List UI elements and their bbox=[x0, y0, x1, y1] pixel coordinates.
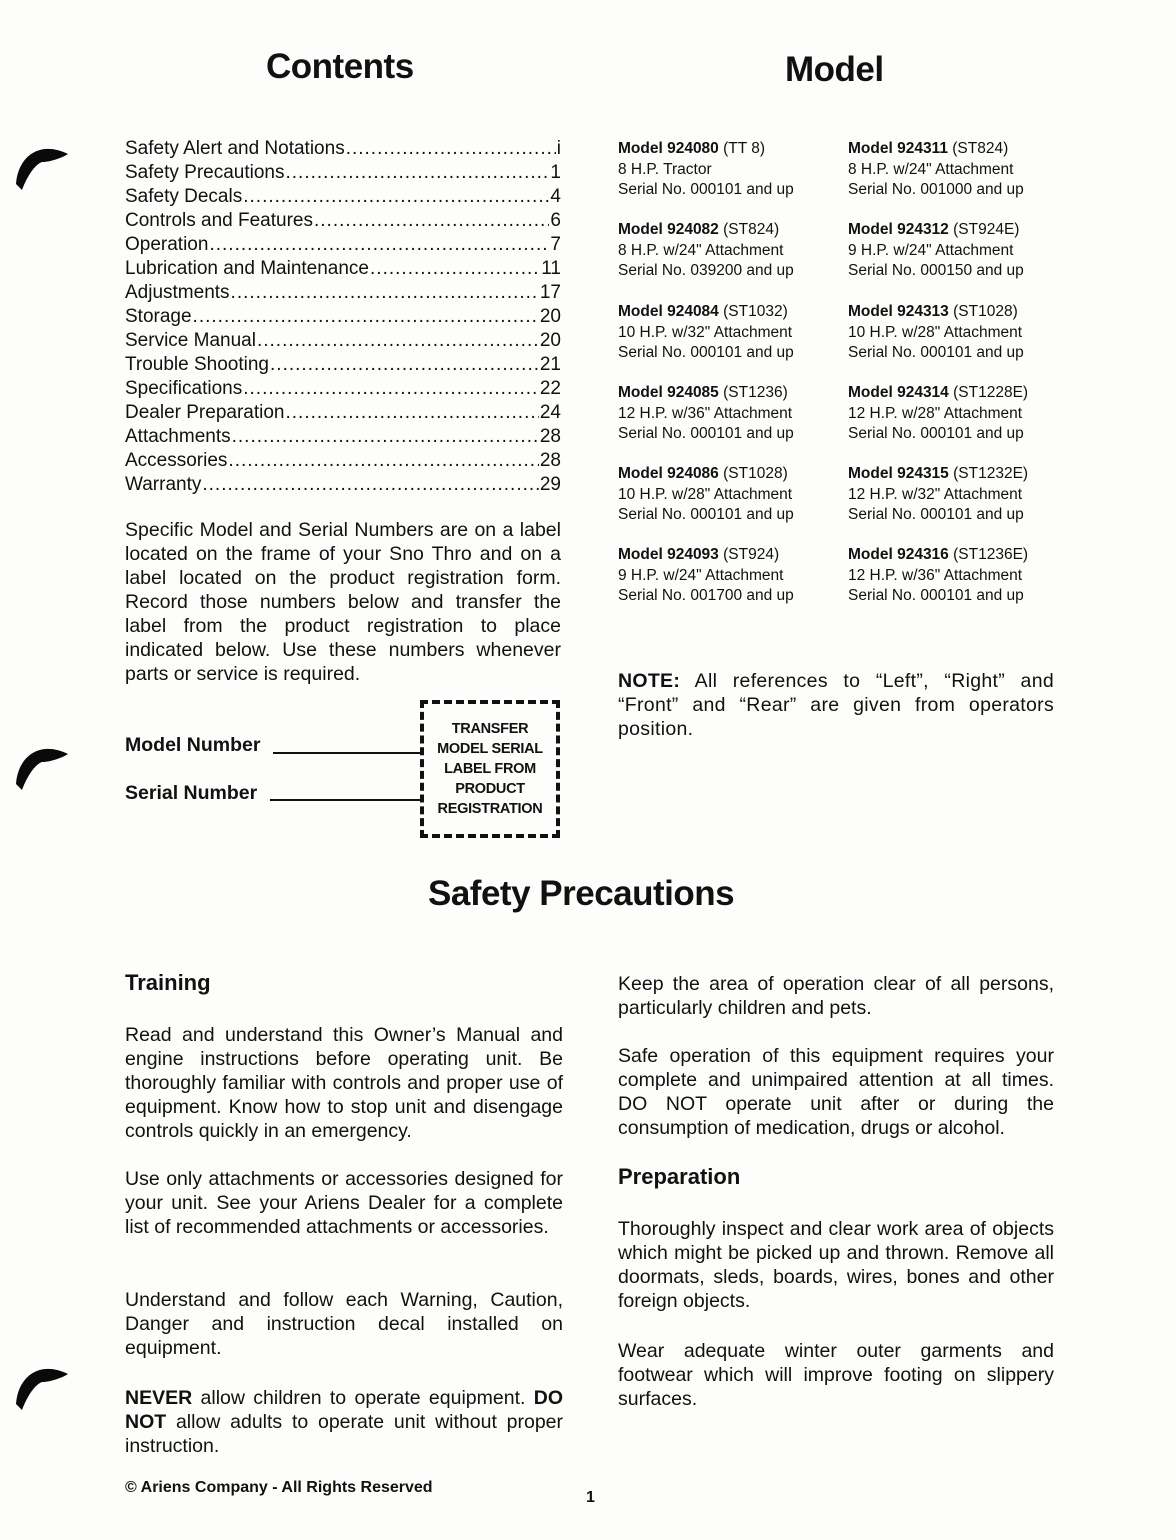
model-number-label: Model Number bbox=[125, 734, 261, 756]
right-paragraph-2: Safe operation of this equipment requires your complete and unimpaired attention at all times. DO NOT operate unit after or during the consumption of medication, drugs or alcohol. bbox=[618, 1045, 1054, 1139]
toc-leader-dots bbox=[285, 401, 538, 425]
model-description: 12 H.P. w/28" Attachment bbox=[848, 404, 1023, 422]
model-code: (ST924) bbox=[723, 546, 780, 563]
model-serial: Serial No. 001700 and up bbox=[618, 587, 794, 604]
model-title bbox=[848, 302, 1068, 323]
toc-entry-label: Warranty bbox=[125, 474, 202, 495]
toc-entry-page: 28 bbox=[539, 426, 561, 447]
toc-entry-page: i bbox=[556, 138, 561, 159]
toc-entry-label: Accessories bbox=[125, 450, 228, 471]
toc-entry-page: 1 bbox=[550, 162, 561, 183]
toc-entry-label: Safety Decals bbox=[125, 186, 243, 207]
model-serial: Serial No. 039200 and up bbox=[618, 262, 794, 279]
model-title bbox=[618, 383, 838, 404]
toc-leader-dots bbox=[231, 281, 539, 305]
toc-leader-dots bbox=[285, 161, 549, 185]
toc-entry bbox=[125, 233, 561, 257]
toc-entry bbox=[125, 137, 561, 161]
table-of-contents bbox=[125, 137, 561, 497]
model-serial: Serial No. 000101 and up bbox=[618, 506, 794, 523]
toc-leader-dots bbox=[232, 425, 539, 449]
never-emphasis: NEVER bbox=[125, 1387, 193, 1409]
model-code: (ST1032) bbox=[723, 303, 788, 320]
page-number: 1 bbox=[586, 1489, 595, 1506]
toc-entry-label: Safety Alert and Notations bbox=[125, 138, 345, 159]
toc-entry-page: 4 bbox=[550, 186, 561, 207]
model-description: 10 H.P. w/32" Attachment bbox=[618, 323, 793, 341]
model-description: 12 H.P. w/32" Attachment bbox=[848, 485, 1023, 503]
training-paragraph-3: Understand and follow each Warning, Caution, Danger and instruction decal installed on equipment. bbox=[125, 1289, 563, 1359]
toc-entry bbox=[125, 377, 561, 401]
toc-entry-page: 28 bbox=[539, 450, 561, 471]
model-title bbox=[618, 464, 838, 485]
model-code: (ST924E) bbox=[953, 221, 1020, 238]
model-code: (ST824) bbox=[952, 140, 1009, 157]
model-entry bbox=[848, 464, 1068, 526]
model-description: 8 H.P. w/24" Attachment bbox=[618, 241, 784, 259]
model-serial: Serial No. 000150 and up bbox=[848, 262, 1024, 279]
toc-entry-label: Safety Precautions bbox=[125, 162, 285, 183]
toc-entry bbox=[125, 401, 561, 425]
toc-entry-page: 20 bbox=[539, 330, 561, 351]
model-entry bbox=[848, 220, 1068, 282]
model-entry bbox=[618, 139, 838, 201]
model-title bbox=[618, 545, 838, 566]
model-entry bbox=[848, 383, 1068, 445]
training-paragraph-1: Read and understand this Owner’s Manual and engine instructions before operating unit. Be thoroughly familiar with controls and proper use of equipment. Know how to stop unit and disengage controls quickly in an emergency. bbox=[125, 1024, 563, 1142]
training-p4-text: allow children to operate equipment. bbox=[192, 1387, 534, 1409]
model-entry bbox=[848, 302, 1068, 364]
toc-entry-page: 17 bbox=[539, 282, 561, 303]
model-entry bbox=[848, 139, 1068, 201]
toc-entry-label: Operation bbox=[125, 234, 209, 255]
toc-entry bbox=[125, 305, 561, 329]
toc-entry bbox=[125, 161, 561, 185]
model-title bbox=[848, 383, 1068, 404]
toc-leader-dots bbox=[193, 305, 539, 329]
toc-leader-dots bbox=[257, 329, 539, 353]
model-serial: Serial No. 001000 and up bbox=[848, 181, 1024, 198]
model-number: Model 924086 bbox=[618, 465, 719, 482]
serial-number-label: Serial Number bbox=[125, 782, 258, 804]
toc-leader-dots bbox=[228, 449, 538, 473]
toc-entry-page: 11 bbox=[541, 258, 561, 279]
serial-number-note: Specific Model and Serial Numbers are on a label located on the frame of your Sno Thro and on a label located on the product registration form. Record those numbers below and transfer the label from the product registration to place indicated below. Use these numbers whenever parts or service is required. bbox=[125, 519, 561, 685]
toc-entry-page: 29 bbox=[539, 474, 561, 495]
toc-entry bbox=[125, 425, 561, 449]
model-title bbox=[618, 139, 838, 160]
toc-entry bbox=[125, 449, 561, 473]
transfer-box-line: MODEL SERIAL bbox=[437, 741, 543, 757]
copyright-notice: © Ariens Company - All Rights Reserved bbox=[125, 1479, 433, 1496]
toc-leader-dots bbox=[314, 209, 549, 233]
model-description: 9 H.P. w/24" Attachment bbox=[618, 566, 784, 584]
training-paragraph-4 bbox=[125, 1386, 563, 1458]
toc-entry-label: Adjustments bbox=[125, 282, 230, 303]
model-number-line bbox=[273, 752, 423, 754]
toc-entry-label: Specifications bbox=[125, 378, 243, 399]
toc-leader-dots bbox=[209, 233, 549, 257]
model-code: (ST1236) bbox=[723, 384, 788, 401]
toc-entry bbox=[125, 353, 561, 377]
model-number: Model 924313 bbox=[848, 303, 949, 320]
transfer-box-line: PRODUCT bbox=[455, 781, 525, 797]
toc-entry-page: 22 bbox=[539, 378, 561, 399]
model-title bbox=[848, 139, 1068, 160]
toc-leader-dots bbox=[243, 377, 539, 401]
right-paragraph-1: Keep the area of operation clear of all persons, particularly children and pets. bbox=[618, 973, 1054, 1019]
model-number: Model 924084 bbox=[618, 303, 719, 320]
toc-entry-page: 6 bbox=[550, 210, 561, 231]
preparation-paragraph-2: Wear adequate winter outer garments and footwear which will improve footing on slippery surfaces. bbox=[618, 1340, 1054, 1410]
model-code: (ST1028) bbox=[723, 465, 788, 482]
toc-entry-page: 21 bbox=[539, 354, 561, 375]
transfer-box-line: LABEL FROM bbox=[444, 761, 536, 777]
training-heading: Training bbox=[125, 970, 211, 995]
toc-entry bbox=[125, 473, 561, 497]
toc-entry-page: 20 bbox=[539, 306, 561, 327]
preparation-heading: Preparation bbox=[618, 1164, 741, 1189]
model-description: 10 H.P. w/28" Attachment bbox=[848, 323, 1023, 341]
model-serial: Serial No. 000101 and up bbox=[618, 344, 794, 361]
model-title bbox=[618, 302, 838, 323]
model-entry bbox=[618, 383, 838, 445]
model-code: (ST1028) bbox=[953, 303, 1018, 320]
model-code: (ST824) bbox=[723, 221, 780, 238]
model-description: 10 H.P. w/28" Attachment bbox=[618, 485, 793, 503]
toc-entry-label: Attachments bbox=[125, 426, 231, 447]
model-entry bbox=[618, 220, 838, 282]
model-description: 12 H.P. w/36" Attachment bbox=[848, 566, 1023, 584]
toc-leader-dots bbox=[243, 185, 549, 209]
toc-entry-label: Dealer Preparation bbox=[125, 402, 285, 423]
punch-hole-top bbox=[12, 132, 70, 190]
model-title bbox=[848, 464, 1068, 485]
model-entry bbox=[618, 464, 838, 526]
model-number: Model 924315 bbox=[848, 465, 949, 482]
punch-hole-middle bbox=[12, 732, 70, 790]
contents-heading: Contents bbox=[266, 47, 414, 86]
punch-hole-bottom bbox=[12, 1352, 70, 1410]
model-serial: Serial No. 000101 and up bbox=[848, 587, 1024, 604]
model-number: Model 924085 bbox=[618, 384, 719, 401]
model-title bbox=[848, 220, 1068, 241]
model-heading: Model bbox=[785, 50, 884, 89]
model-title bbox=[618, 220, 838, 241]
toc-leader-dots bbox=[346, 137, 556, 161]
toc-entry bbox=[125, 281, 561, 305]
transfer-box-line: TRANSFER bbox=[451, 721, 529, 737]
model-number: Model 924312 bbox=[848, 221, 949, 238]
toc-entry-page: 24 bbox=[539, 402, 561, 423]
toc-entry-label: Trouble Shooting bbox=[125, 354, 270, 375]
orientation-note bbox=[618, 669, 1054, 741]
toc-entry-label: Controls and Features bbox=[125, 210, 313, 231]
model-number: Model 924314 bbox=[848, 384, 949, 401]
toc-entry bbox=[125, 209, 561, 233]
toc-entry bbox=[125, 329, 561, 353]
toc-entry-label: Service Manual bbox=[125, 330, 256, 351]
toc-leader-dots bbox=[270, 353, 539, 377]
model-code: (TT 8) bbox=[723, 140, 766, 157]
model-description: 8 H.P. Tractor bbox=[618, 160, 712, 178]
transfer-box-line: REGISTRATION bbox=[437, 801, 543, 817]
toc-entry-page: 7 bbox=[550, 234, 561, 255]
toc-entry-label: Lubrication and Maintenance bbox=[125, 258, 370, 279]
toc-entry bbox=[125, 185, 561, 209]
model-number: Model 924082 bbox=[618, 221, 719, 238]
toc-entry-label: Storage bbox=[125, 306, 192, 327]
model-number: Model 924316 bbox=[848, 546, 949, 563]
note-text: All references to “Left”, “Right” and “Front” and “Rear” are given from operators position. bbox=[618, 670, 1054, 740]
training-p4-text-end: allow adults to operate unit without proper instruction. bbox=[125, 1411, 563, 1457]
transfer-label-box bbox=[420, 700, 560, 838]
model-serial: Serial No. 000101 and up bbox=[618, 425, 794, 442]
toc-leader-dots bbox=[370, 257, 540, 281]
model-code: (ST1236E) bbox=[953, 546, 1029, 563]
model-serial: Serial No. 000101 and up bbox=[618, 181, 794, 198]
model-description: 9 H.P. w/24" Attachment bbox=[848, 241, 1014, 259]
model-serial: Serial No. 000101 and up bbox=[848, 506, 1024, 523]
model-entry bbox=[618, 545, 838, 607]
model-number: Model 924080 bbox=[618, 140, 719, 157]
model-description: 8 H.P. w/24" Attachment bbox=[848, 160, 1014, 178]
model-number: Model 924311 bbox=[848, 140, 948, 157]
model-serial: Serial No. 000101 and up bbox=[848, 425, 1024, 442]
model-number: Model 924093 bbox=[618, 546, 719, 563]
serial-number-line bbox=[270, 799, 423, 801]
model-description: 12 H.P. w/36" Attachment bbox=[618, 404, 793, 422]
safety-precautions-heading: Safety Precautions bbox=[428, 874, 735, 913]
toc-leader-dots bbox=[202, 473, 538, 497]
model-entry bbox=[618, 302, 838, 364]
training-paragraph-2: Use only attachments or accessories designed for your unit. See your Ariens Dealer for a complete list of recommended attachments or accessories. bbox=[125, 1168, 563, 1238]
donot-emphasis: DO NOT bbox=[125, 1387, 563, 1433]
preparation-paragraph-1: Thoroughly inspect and clear work area of objects which might be picked up and thrown. Remove all doormats, sleds, boards, wires, bones and other foreign objects. bbox=[618, 1218, 1054, 1312]
model-serial: Serial No. 000101 and up bbox=[848, 344, 1024, 361]
note-label: NOTE: bbox=[618, 670, 681, 692]
toc-entry bbox=[125, 257, 561, 281]
model-code: (ST1228E) bbox=[953, 384, 1029, 401]
model-title bbox=[848, 545, 1068, 566]
model-code: (ST1232E) bbox=[953, 465, 1029, 482]
model-entry bbox=[848, 545, 1068, 607]
